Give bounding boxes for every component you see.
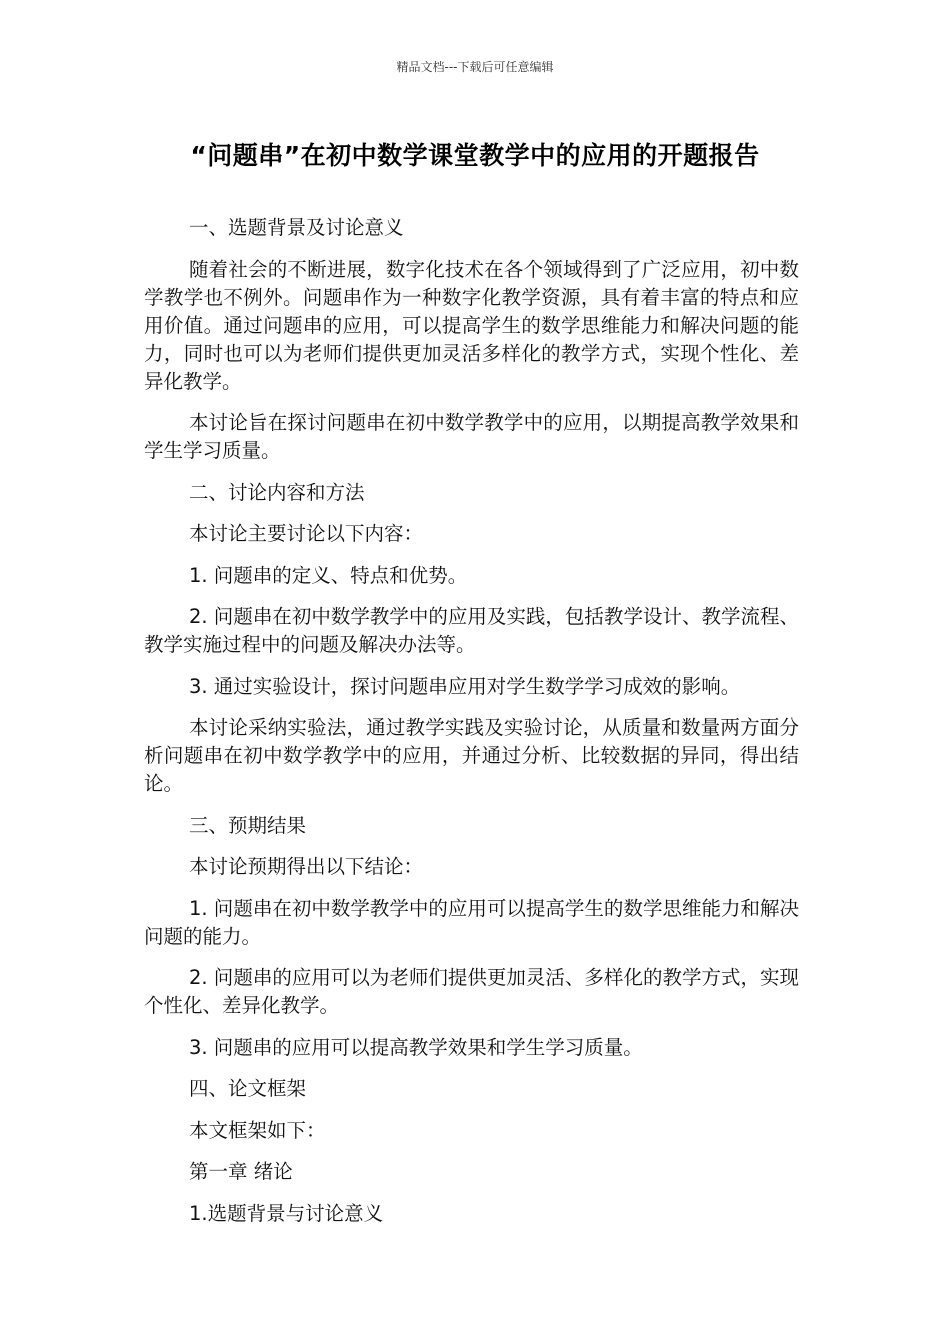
list-item-content-1: 1. 问题串的定义、特点和优势。 (189, 563, 468, 587)
section-heading-content-methods: 二、讨论内容和方法 (189, 480, 365, 504)
document-title: “问题串”在初中数学课堂教学中的应用的开题报告 (190, 141, 760, 170)
paragraph-content-intro: 本讨论主要讨论以下内容： (189, 522, 424, 545)
list-item-result-1: 1. 问题串在初中数学教学中的应用可以提高学生的数学思维能力和解决问题的能力。 (144, 896, 799, 948)
section-heading-framework: 四、论文框架 (189, 1077, 307, 1100)
paragraph-methods: 本讨论采纳实验法，通过教学实践及实验讨论，从质量和数量两方面分析问题串在初中数学教学中的应用，并通过分析、比较数据的异同，得出结论。 (144, 716, 799, 795)
list-item-content-3: 3. 通过实验设计，探讨问题串应用对学生数学学习成效的影响。 (189, 674, 741, 698)
section-heading-background: 一、选题背景及讨论意义 (189, 216, 404, 239)
paragraph-background: 随着社会的不断进展，数字化技术在各个领域得到了广泛应用，初中数学教学也不例外。问题串作为一种数字化教学资源，具有着丰富的特点和应用价值。通过问题串的应用，可以提高学生的数学思维能力和解决问题的能力，同时也可以为老师们提供更加灵活多样化的教学方式，实现个性化、差异化教学。 (144, 257, 799, 393)
list-item-result-2: 2. 问题串的应用可以为老师们提供更加灵活、多样化的教学方式，实现个性化、差异化教学。 (144, 966, 799, 1017)
section-heading-expected-results: 三、预期结果 (189, 813, 307, 837)
paragraph-framework-intro: 本文框架如下： (189, 1118, 326, 1142)
chapter-heading-1: 第一章 绪论 (189, 1160, 293, 1183)
chapter-item-1-1: 1.选题背景与讨论意义 (189, 1201, 384, 1225)
document-body (144, 214, 799, 1241)
paragraph-purpose: 本讨论旨在探讨问题串在初中数学教学中的应用，以期提高教学效果和学生学习质量。 (144, 411, 799, 462)
list-item-result-3: 3. 问题串的应用可以提高教学效果和学生学习质量。 (189, 1035, 643, 1059)
list-item-content-2: 2. 问题串在初中数学教学中的应用及实践，包括教学设计、教学流程、教学实施过程中的问题及解决办法等。 (144, 605, 799, 656)
header-note: 精品文档---下载后可任意编辑 (396, 60, 554, 74)
paragraph-results-intro: 本讨论预期得出以下结论： (189, 855, 424, 878)
